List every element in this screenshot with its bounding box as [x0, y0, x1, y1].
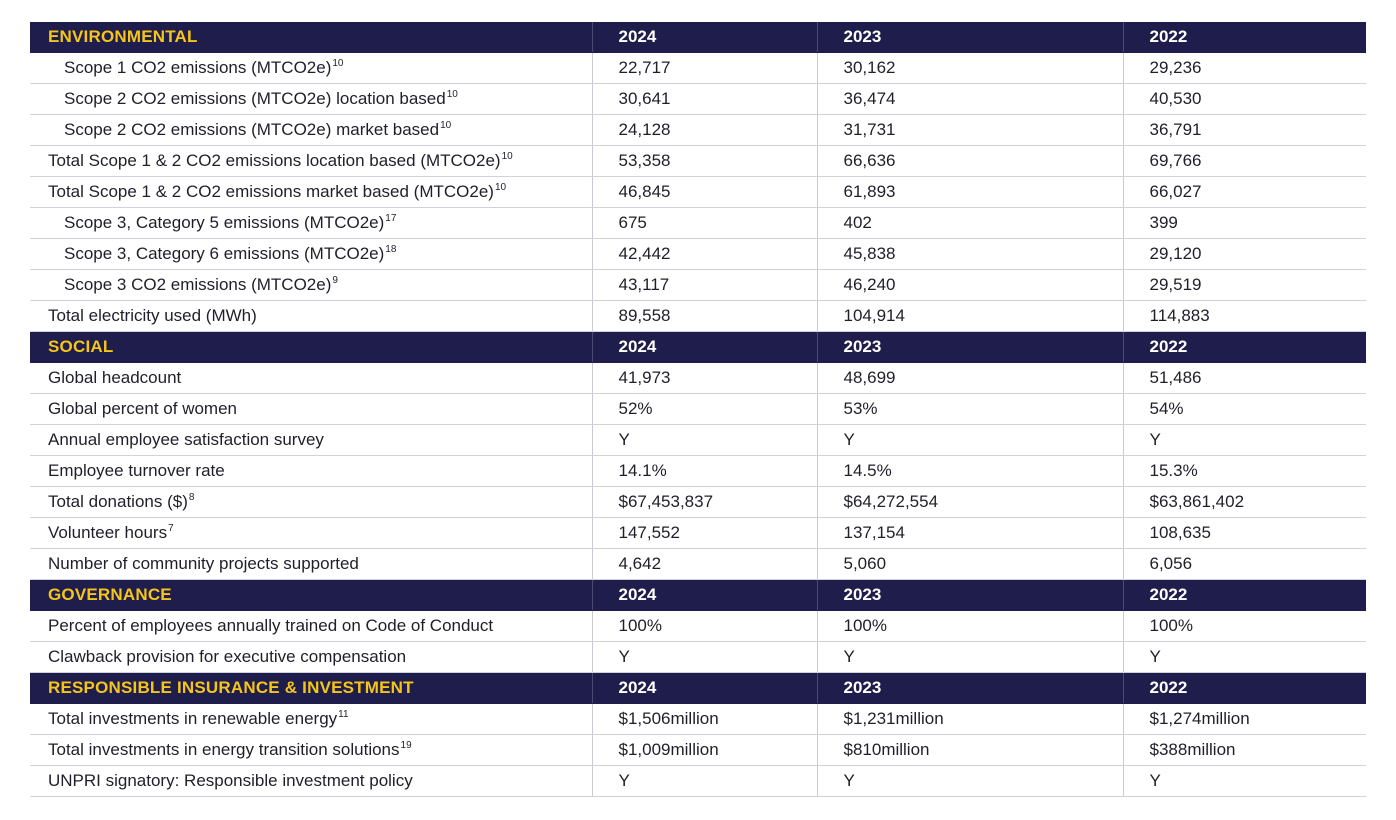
metric-value: 42,442: [592, 239, 817, 270]
footnote-marker: 10: [446, 89, 458, 101]
footnote-marker: 18: [385, 244, 397, 256]
metric-value: 43,117: [592, 270, 817, 301]
metric-label-cell: [30, 487, 592, 518]
metric-value: $1,231million: [817, 704, 1123, 735]
metric-label: UNPRI signatory: Responsible investment policy: [48, 771, 413, 790]
table-row: [30, 301, 1366, 332]
footnote-marker: 8: [188, 492, 195, 504]
metric-value: $67,453,837: [592, 487, 817, 518]
section-title: GOVERNANCE: [30, 580, 592, 611]
metric-value: 46,240: [817, 270, 1123, 301]
table-row: [30, 456, 1366, 487]
metric-value: 61,893: [817, 177, 1123, 208]
footnote-marker: 10: [332, 58, 344, 70]
metric-value: 22,717: [592, 53, 817, 84]
year-header: 2024: [592, 332, 817, 363]
metric-value: 4,642: [592, 549, 817, 580]
metric-label-cell: [30, 704, 592, 735]
metric-label: Scope 3 CO2 emissions (MTCO2e): [64, 275, 332, 294]
metric-label: Total Scope 1 & 2 CO2 emissions location based (MTCO2e): [48, 151, 501, 170]
year-header: 2023: [817, 22, 1123, 53]
table-row: [30, 177, 1366, 208]
metric-label-cell: [30, 53, 592, 84]
year-header: 2022: [1123, 22, 1366, 53]
metric-label: Scope 3, Category 5 emissions (MTCO2e): [64, 213, 385, 232]
metric-label-cell: [30, 84, 592, 115]
metric-label-cell: [30, 146, 592, 177]
metric-label-cell: [30, 115, 592, 146]
table-row: [30, 735, 1366, 766]
table-row: [30, 394, 1366, 425]
metric-value: 29,519: [1123, 270, 1366, 301]
year-header: 2022: [1123, 332, 1366, 363]
metric-value: Y: [592, 766, 817, 797]
metric-label-cell: [30, 208, 592, 239]
metric-label-cell: [30, 394, 592, 425]
section-header-environmental: [30, 22, 1366, 53]
esg-metrics-table: [30, 22, 1366, 797]
metric-value: 30,162: [817, 53, 1123, 84]
metric-value: 48,699: [817, 363, 1123, 394]
table-row: [30, 611, 1366, 642]
section-title: RESPONSIBLE INSURANCE & INVESTMENT: [30, 673, 592, 704]
metric-value: Y: [817, 425, 1123, 456]
year-header: 2023: [817, 580, 1123, 611]
metric-label: Total donations ($): [48, 492, 188, 511]
section-header-social: [30, 332, 1366, 363]
footnote-marker: 10: [494, 182, 507, 194]
esg-metrics-table-container: [30, 22, 1366, 797]
year-header: 2024: [592, 580, 817, 611]
metric-value: Y: [1123, 642, 1366, 673]
table-row: [30, 766, 1366, 797]
footnote-marker: 7: [168, 523, 174, 535]
metric-value: 399: [1123, 208, 1366, 239]
metric-label-cell: [30, 270, 592, 301]
metric-label: Total investments in energy transition solutions: [48, 740, 400, 759]
metric-label: Total electricity used (MWh): [48, 306, 257, 325]
year-header: 2023: [817, 332, 1123, 363]
metric-value: 66,636: [817, 146, 1123, 177]
metric-value: 51,486: [1123, 363, 1366, 394]
table-row: [30, 704, 1366, 735]
metric-value: 45,838: [817, 239, 1123, 270]
metric-value: 30,641: [592, 84, 817, 115]
table-row: [30, 518, 1366, 549]
metric-value: 137,154: [817, 518, 1123, 549]
metric-value: 46,845: [592, 177, 817, 208]
metric-value: 402: [817, 208, 1123, 239]
section-header-responsible-insurance-investment: [30, 673, 1366, 704]
metric-value: Y: [817, 642, 1123, 673]
metric-value: 100%: [1123, 611, 1366, 642]
metric-value: $1,009million: [592, 735, 817, 766]
metric-value: $388million: [1123, 735, 1366, 766]
table-row: [30, 487, 1366, 518]
metric-value: 41,973: [592, 363, 817, 394]
metric-value: Y: [592, 425, 817, 456]
metric-value: 24,128: [592, 115, 817, 146]
metric-value: 108,635: [1123, 518, 1366, 549]
metric-value: 675: [592, 208, 817, 239]
table-row: [30, 549, 1366, 580]
metric-value: 5,060: [817, 549, 1123, 580]
metric-label-cell: [30, 456, 592, 487]
metric-label: Annual employee satisfaction survey: [48, 430, 324, 449]
table-row: [30, 208, 1366, 239]
metric-value: 15.3%: [1123, 456, 1366, 487]
footnote-marker: 10: [501, 151, 513, 163]
metric-label-cell: [30, 549, 592, 580]
metric-value: 31,731: [817, 115, 1123, 146]
metric-label-cell: [30, 425, 592, 456]
metric-value: 36,474: [817, 84, 1123, 115]
metric-label: Number of community projects supported: [48, 554, 359, 573]
metric-value: Y: [817, 766, 1123, 797]
metric-label-cell: [30, 363, 592, 394]
metric-value: Y: [592, 642, 817, 673]
section-title: ENVIRONMENTAL: [30, 22, 592, 53]
metric-label: Employee turnover rate: [48, 461, 225, 480]
footnote-marker: 9: [332, 275, 338, 287]
metric-value: $810million: [817, 735, 1123, 766]
metric-value: 29,120: [1123, 239, 1366, 270]
metric-value: 114,883: [1123, 301, 1366, 332]
year-header: 2024: [592, 673, 817, 704]
metric-label: Scope 2 CO2 emissions (MTCO2e) market based: [64, 120, 440, 139]
metric-label: Scope 1 CO2 emissions (MTCO2e): [64, 58, 332, 77]
metric-value: $63,861,402: [1123, 487, 1366, 518]
metric-label-cell: [30, 518, 592, 549]
metric-label-cell: [30, 735, 592, 766]
metric-label: Global headcount: [48, 368, 182, 387]
footnote-marker: 10: [440, 120, 452, 132]
metric-label-cell: [30, 239, 592, 270]
metric-label: Total investments in renewable energy: [48, 709, 338, 728]
metric-value: 69,766: [1123, 146, 1366, 177]
metric-label: Percent of employees annually trained on Code of Conduct: [48, 616, 494, 635]
metric-value: 29,236: [1123, 53, 1366, 84]
metric-label-cell: [30, 766, 592, 797]
metric-value: 40,530: [1123, 84, 1366, 115]
metric-value: 100%: [592, 611, 817, 642]
metric-value: 100%: [817, 611, 1123, 642]
metric-value: 6,056: [1123, 549, 1366, 580]
table-row: [30, 270, 1366, 301]
table-row: [30, 53, 1366, 84]
metric-value: 52%: [592, 394, 817, 425]
metric-value: 54%: [1123, 394, 1366, 425]
metric-value: 53,358: [592, 146, 817, 177]
metric-label-cell: [30, 301, 592, 332]
year-header: 2022: [1123, 673, 1366, 704]
metric-value: $1,506million: [592, 704, 817, 735]
section-title: SOCIAL: [30, 332, 592, 363]
year-header: 2024: [592, 22, 817, 53]
table-row: [30, 84, 1366, 115]
metric-value: 104,914: [817, 301, 1123, 332]
metric-value: 14.1%: [592, 456, 817, 487]
metric-label: Scope 3, Category 6 emissions (MTCO2e): [64, 244, 385, 263]
table-row: [30, 146, 1366, 177]
year-header: 2022: [1123, 580, 1366, 611]
footnote-marker: 19: [400, 740, 412, 752]
year-header: 2023: [817, 673, 1123, 704]
metric-value: 36,791: [1123, 115, 1366, 146]
table-row: [30, 363, 1366, 394]
metric-value: Y: [1123, 425, 1366, 456]
table-row: [30, 115, 1366, 146]
metric-label-cell: [30, 177, 592, 208]
section-header-governance: [30, 580, 1366, 611]
metric-label: Clawback provision for executive compensation: [48, 647, 407, 666]
table-row: [30, 425, 1366, 456]
footnote-marker: 17: [385, 213, 397, 225]
footnote-marker: 11: [338, 709, 349, 721]
table-row: [30, 239, 1366, 270]
metric-value: $1,274million: [1123, 704, 1366, 735]
metric-value: Y: [1123, 766, 1366, 797]
metric-value: 89,558: [592, 301, 817, 332]
metric-value: 66,027: [1123, 177, 1366, 208]
metric-label: Total Scope 1 & 2 CO2 emissions market based (MTCO2e): [48, 182, 494, 201]
metric-value: 53%: [817, 394, 1123, 425]
table-row: [30, 642, 1366, 673]
metric-label-cell: [30, 642, 592, 673]
metric-label-cell: [30, 611, 592, 642]
metric-value: 147,552: [592, 518, 817, 549]
metric-value: 14.5%: [817, 456, 1123, 487]
metric-label: Scope 2 CO2 emissions (MTCO2e) location based: [64, 89, 446, 108]
metric-label: Global percent of women: [48, 399, 237, 418]
metric-label: Volunteer hours: [48, 523, 168, 542]
metric-value: $64,272,554: [817, 487, 1123, 518]
